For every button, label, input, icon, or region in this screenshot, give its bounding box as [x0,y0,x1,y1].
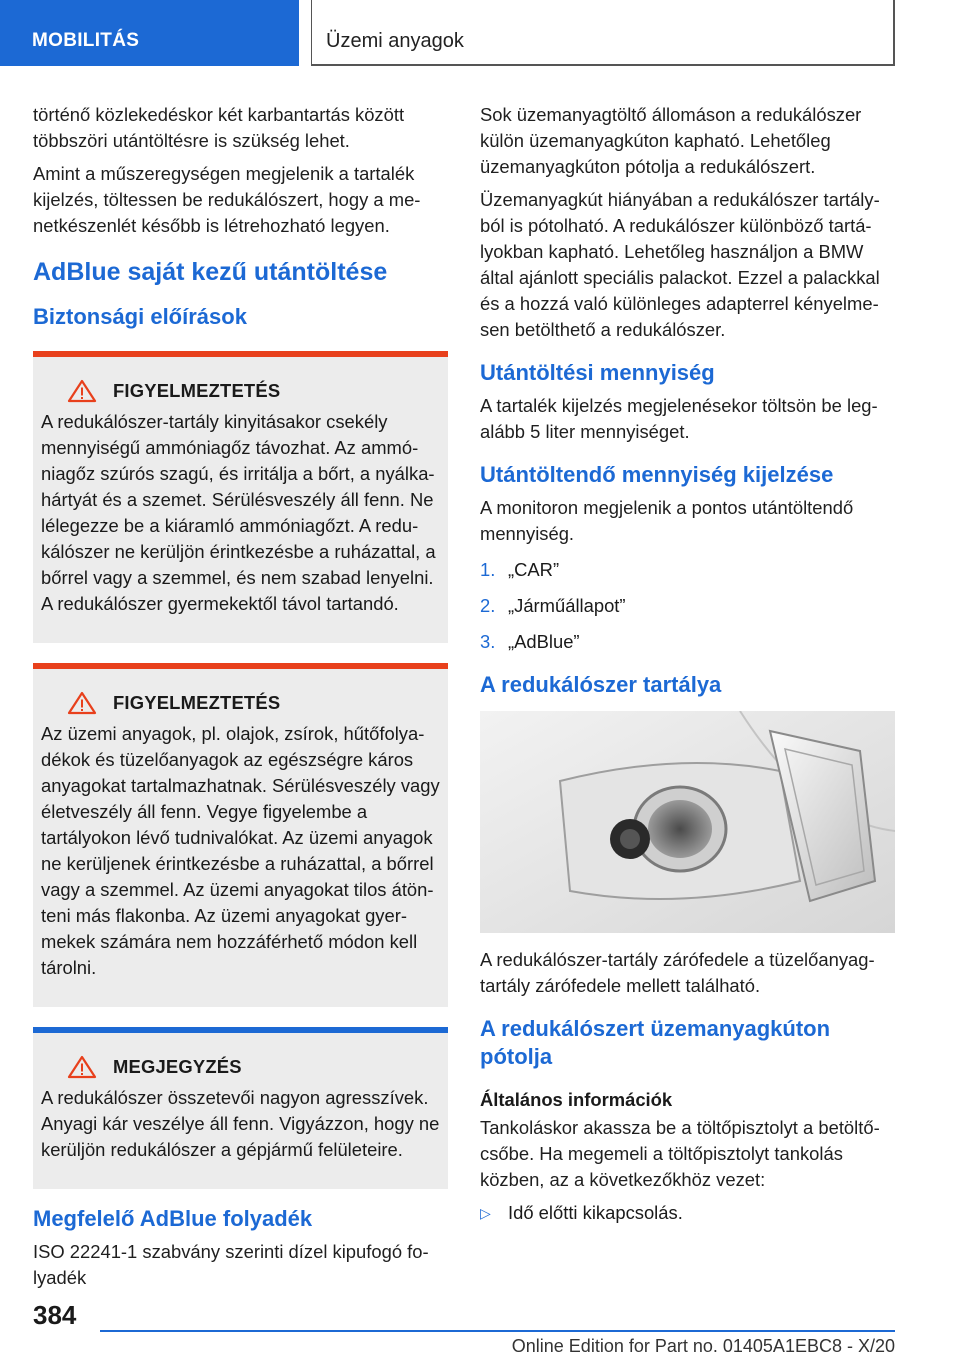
warning-text: A redukálószer-tartály kinyitásakor csekély mennyiségű ammóniagőz távozhat. Az ammó-niagőz szúrós szagú, és irritálja a bőrt, a nyálka-hártyát és a szemet. Sérülésveszély áll fenn. Ne lélegezze be a kiáramló ammóniagőzt. A redu-kálószer ne kerüljön érintkezésbe a ruházattal, a bőrrel vagy a szemmel, és nem szabad lenyelni. A redukálószer gyermekektől távol tartandó. [41,411,436,614]
right-column [480,102,895,1232]
paragraph: Amint a műszeregységen megjelenik a tartalék kijelzés, töltessen be redukálószert, hogy a me-netkészenlét később is létrehozható legyen. [33,163,421,236]
paragraph: történő közlekedéskor két karbantartás között többszöri utántöltésre is szükség lehet. [33,104,405,151]
note-text: A redukálószer összetevői nagyon agresszívek. Anyagi kár veszélye áll fenn. Vigyázzon, hogy ne kerüljön redukálószer a gépjármű felületeire. [41,1087,440,1160]
step-number: 3. [480,631,496,652]
page-number: 384 [33,1300,77,1330]
paragraph: ISO 22241-1 szabvány szerinti dízel kipufogó fo-lyadék [33,1241,429,1288]
subsection-heading: Megfelelő AdBlue folyadék [33,1206,313,1231]
step-number: 2. [480,595,496,616]
warning-header [41,379,440,403]
warning-box [33,351,448,643]
subsection-heading: A redukálószer tartálya [480,672,722,697]
adblue-filler-photo [480,711,895,933]
steps-list [480,557,895,655]
note-header [41,1055,440,1079]
section-tab: MOBILITÁS [0,0,299,66]
paragraph: Tankoláskor akassza be a töltőpisztolyt a betöltő-csőbe. Ha megemeli a töltőpisztolyt tankolás közben, az a következőkhöz vezet: [480,1117,880,1190]
subsection-heading: A redukálószert üzemanyagkúton pótolja [480,1016,831,1069]
list-item [480,1200,895,1226]
warning-box [33,663,448,1007]
page-header [0,0,960,66]
paragraph: A tartalék kijelzés megjelenésekor töltsön be leg-alább 5 liter mennyiséget. [480,395,878,442]
list-item [480,557,895,583]
minor-heading: Általános információk [480,1089,673,1110]
paragraph: A monitoron megjelenik a pontos utántöltendő mennyiség. [480,497,854,544]
subsection-heading: Utántöltési mennyiség [480,360,715,385]
subsection-heading: Utántöltendő mennyiség kijelzése [480,462,834,487]
step-text: „AdBlue” [508,631,580,652]
footer-divider [100,1330,895,1332]
subsection-heading: Biztonsági előírások [33,304,247,329]
warning-triangle-icon [67,691,97,715]
note-box [33,1027,448,1189]
image-caption: A redukálószer-tartály zárófedele a tüzelőanyag-tartály zárófedele mellett található. [480,949,875,996]
bullet-text: Idő előtti kikapcsolás. [508,1202,683,1223]
list-item [480,629,895,655]
step-number: 1. [480,559,496,580]
warning-header [41,691,440,715]
warning-title: FIGYELMEZTETÉS [113,380,281,401]
footer-edition: Online Edition for Part no. 01405A1EBC8 - X/20 [511,1336,895,1356]
section-heading: AdBlue saját kezű utántöltése [33,258,388,286]
warning-title: FIGYELMEZTETÉS [113,692,281,713]
step-text: „Járműállapot” [508,595,626,616]
paragraph: Sok üzemanyagtöltő állomáson a redukálószer külön üzemanyagkúton kapható. Lehetőleg üzemanyagkúton pótolja a redukálószert. [480,104,862,177]
warning-triangle-icon [67,1055,97,1079]
paragraph: Üzemanyagkút hiányában a redukálószer tartály-ból is pótolható. A redukálószer különböző tartá-lyokban kapható. Lehetőleg használjon a BMW által ajánlott speciális palackot. Ezzel a palackkal és a hozzá való különleges adapterrel kényelme-sen betölthető a redukálószer. [480,189,880,340]
warning-text: Az üzemi anyagok, pl. olajok, zsírok, hűtőfolya-dékok és tüzelőanyagok az egészségre káros anyagokat tartalmazhatnak. Sérülésveszély vagy életveszély áll fenn. Vegye figyelembe a tartályokon lévő tudnivalókat. Az üzemi anyagok ne kerüljenek érintkezésbe a ruházattal, a bőrrel vagy a szemmel. Az üzemi anyagokat tilos átön-teni más flakonba. Az üzemi anyagokat gyer-mekek számára nem hozzáférhető módon kell tárolni. [41,723,440,978]
triangle-bullet-icon: ▷ [480,1205,491,1221]
step-text: „CAR” [508,559,560,580]
warning-triangle-icon [67,379,97,403]
chapter-title: Üzemi anyagok [311,0,895,66]
list-item [480,593,895,619]
left-column [33,102,448,1298]
bullet-list [480,1200,895,1226]
note-title: MEGJEGYZÉS [113,1056,242,1077]
